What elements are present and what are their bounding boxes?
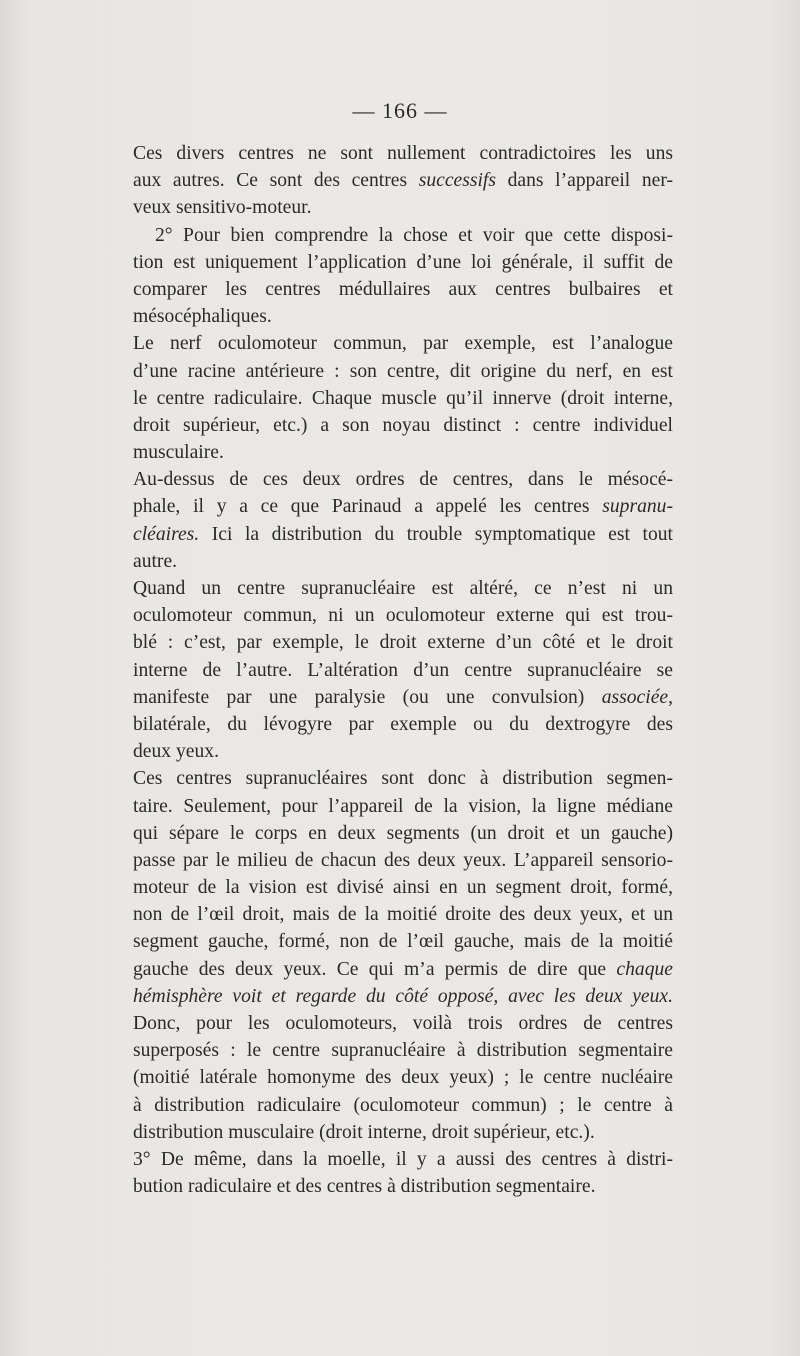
line-part: , — [668, 686, 673, 708]
text-line: oculomoteur commun, ni un oculomoteur externe qui est trou- — [133, 605, 673, 627]
text-line: veux sensitivo-moteur. — [133, 197, 312, 219]
text-line: Donc, pour les oculomoteurs, voilà trois ordres de centres — [133, 1013, 673, 1034]
paragraph — [133, 140, 673, 222]
text-line: segment gauche, formé, non de l’œil gauche, mais de la moitié — [133, 931, 673, 953]
text-line: non de l’œil droit, mais de la moitié droite des deux yeux, et un — [133, 904, 673, 926]
italic-term: successifs — [418, 170, 496, 192]
paragraph — [133, 575, 673, 765]
text-line: 3° De même, dans la moelle, il y a aussi des centres à distri- — [133, 1148, 673, 1170]
paragraph — [133, 765, 673, 1010]
paragraph — [133, 330, 673, 466]
text-line — [133, 493, 673, 520]
line-part: gauche des deux yeux. Ce qui m’a permis de dire que — [133, 958, 617, 980]
text-line: superposés : le centre supranucléaire à distribution segmentaire — [133, 1040, 673, 1062]
line-part: aux autres. Ce sont des centres — [133, 170, 419, 192]
text-line: mésocéphaliques. — [133, 306, 272, 328]
line-part: Ici la distribution du trouble symptomatique est tout — [199, 523, 673, 545]
text-line: d’une racine antérieure : son centre, dit origine du nerf, en est — [133, 360, 673, 382]
line-part: manifeste par une paralysie (ou une convulsion) — [133, 686, 602, 708]
line-part: dans l’appareil ner- — [496, 170, 673, 192]
line-part: phale, il y a ce que Parinaud a appelé les centres — [133, 496, 603, 518]
body-text — [133, 140, 673, 1200]
line-part: Ces divers centres ne sont nullement contradictoires les uns — [133, 143, 673, 164]
text-line: Ces centres supranucléaires sont donc à distribution segmen- — [133, 768, 673, 790]
text-line: autre. — [133, 550, 178, 572]
text-line: (moitié latérale homonyme des deux yeux) ; le centre nucléaire — [133, 1067, 673, 1089]
italic-term: associée — [601, 686, 669, 708]
text-line: qui sépare le corps en deux segments (un droit et un gauche) — [133, 822, 673, 844]
text-line — [133, 956, 673, 983]
italic-term: hémisphère voit et regarde du côté opposé, avec les deux yeux. — [133, 985, 673, 1007]
text-line: deux yeux. — [133, 741, 219, 763]
italic-term: cléaires. — [133, 523, 200, 545]
text-line — [133, 521, 673, 548]
text-line: tion est uniquement l’application d’une loi générale, il suffit de — [133, 251, 673, 273]
text-line: blé : c’est, par exemple, le droit externe d’un côté et le droit — [133, 632, 673, 654]
text-line: comparer les centres médullaires aux centres bulbaires et — [133, 278, 673, 300]
italic-term: chaque — [616, 958, 673, 980]
text-line — [133, 983, 673, 1010]
text-line — [133, 684, 673, 711]
paragraph — [133, 222, 673, 331]
text-line: droit supérieur, etc.) a son noyau distinct : centre individuel — [133, 414, 673, 436]
text-line: à distribution radiculaire (oculomoteur commun) ; le centre à — [133, 1094, 673, 1116]
text-line: Quand un centre supranucléaire est altéré, ce n’est ni un — [133, 578, 673, 599]
text-line: Au-dessus de ces deux ordres de centres, dans le mésocé- — [133, 469, 673, 491]
text-line — [133, 140, 673, 167]
text-line: 2° Pour bien comprendre la chose et voir que cette disposi- — [155, 224, 673, 246]
paragraph — [133, 1010, 673, 1146]
text-line: musculaire. — [133, 442, 224, 464]
text-line: interne de l’autre. L’altération d’un centre supranucléaire se — [133, 659, 673, 681]
text-line: passe par le milieu de chacun des deux yeux. L’appareil sensorio- — [133, 849, 673, 871]
page-number: — 166 — — [352, 98, 448, 123]
text-line — [133, 167, 673, 194]
paragraph — [133, 1146, 673, 1200]
text-line: le centre radiculaire. Chaque muscle qu’il innerve (droit interne, — [133, 387, 673, 409]
text-line: bution radiculaire et des centres à distribution segmentaire. — [133, 1176, 596, 1198]
text-line: Le nerf oculomoteur commun, par exemple, est l’analogue — [133, 333, 673, 355]
text-line: bilatérale, du lévogyre par exemple ou du dextrogyre des — [133, 713, 673, 735]
text-line: moteur de la vision est divisé ainsi en un segment droit, formé, — [133, 877, 673, 899]
italic-term: supranu- — [602, 496, 673, 518]
paragraph — [133, 466, 673, 575]
text-line: taire. Seulement, pour l’appareil de la vision, la ligne médiane — [133, 795, 673, 817]
text-line: distribution musculaire (droit interne, droit supérieur, etc.). — [133, 1121, 595, 1143]
